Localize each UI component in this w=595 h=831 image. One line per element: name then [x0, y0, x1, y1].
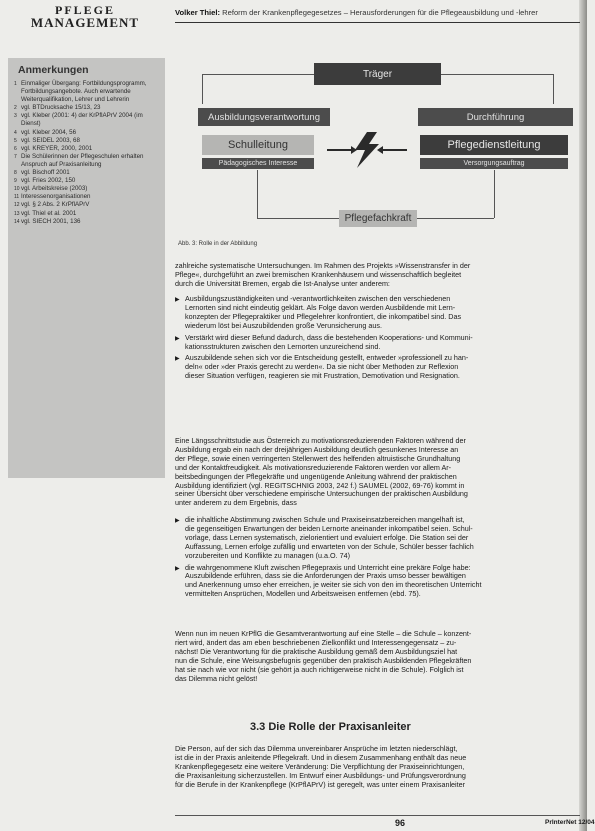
text-line: für die Berufe in der Krankenpflege (KrPflAPrV) ist geregelt, was unter einem Praxisanleiter [175, 779, 466, 789]
note-text: vgl. KREYER, 2000, 2001 [21, 144, 93, 152]
note-item [14, 218, 160, 226]
text-line: dieser Situation verfügen, reagieren sie mit Frustration, Demotivation und Resignation. [185, 371, 460, 381]
note-item [14, 137, 160, 145]
text-line: Lernorten sind nicht eindeutig geklärt. Als Folge davon werden Ausbildende mit Lern- [185, 302, 456, 312]
note-number: 6 [14, 145, 17, 152]
header-rule [175, 22, 580, 23]
note-item [14, 201, 160, 209]
text-line: Die Person, auf der sich das Dilemma unvereinbarer Ansprüche im letzten niederschlägt, [175, 744, 458, 753]
note-number: 8 [14, 170, 17, 177]
text-line: Verstärkt wird dieser Befund dadurch, dass die bestehenden Kooperations- und Kommuni- [185, 332, 473, 342]
connector-line [257, 218, 339, 219]
note-item [14, 80, 160, 104]
note-text: Einmaliger Übergang: Fortbildungsprogramm, Fortbildungsangebote. Auch erwartende Weiterqualifikation, Lehrer und Lehrerin [21, 80, 147, 104]
connector-line [202, 74, 203, 104]
connector-line [417, 218, 494, 219]
note-text: vgl. Kleber (2001: 4) der KrPflAPrV 2004 (im Dienst) [21, 112, 143, 128]
box-schulleitung: Schulleitung [202, 135, 314, 155]
text-line: Auszubildende erführen, dass sie die Anforderungen der Praxis umso besser bewältigen [185, 571, 466, 581]
text-line: das Dilemma nicht gelöst! [175, 673, 258, 683]
triangle-bullet-icon: ▶ [175, 335, 180, 342]
text-line: Eine Längsschnittstudie aus Österreich zu motivationsreduzierenden Faktoren während der [175, 436, 466, 445]
text-line: durch die Universität Bremen, ergab die Ist-Analyse unter anderem: [175, 278, 390, 288]
text-line: hat sie nach wie vor nicht (sie gehört ja auch richtigerweise nicht in die Schule). Folglich ist [175, 664, 464, 674]
figure-caption: Abb. 3: Rolle in der Abbildung [178, 241, 258, 247]
logo-line-1: PFLEGE [54, 3, 115, 17]
text-line: die Praxisanleitung sicherzustellen. Im Entwurf einer Ausbildungs- und Prüfungsverordnung [175, 770, 466, 780]
notes-list [14, 80, 160, 226]
note-number: 1 [14, 81, 17, 87]
paragraph-intro [175, 262, 580, 289]
note-item [14, 145, 160, 153]
connector-line [257, 170, 258, 218]
paragraph-study [175, 437, 580, 508]
text-line: kationsstrukturen zwischen den Lernorten unzureichend sind. [185, 341, 381, 351]
text-line: und der Kontaktfreudigkeit. Als motivationsreduzierende Faktoren werden vor allem Ar- [175, 462, 452, 472]
note-text: vgl. Kleber 2004, 56 [21, 128, 77, 136]
box-versorgungsauftrag: Versorgungsauftrag [420, 158, 568, 169]
note-number: 9 [14, 178, 17, 185]
text-line: Ausbildung ergab ein nach der dreijährigen Ausbildung deutlich gesunkenes Interesse an [175, 444, 459, 454]
text-line: Auszubildende sehen sich vor die Entscheidung gestellt, entweder »professionell zu han- [185, 353, 469, 363]
text-line: die gegenseitigen Erwartungen der beiden Lernorte aneinander inkompatibel seien. Schul- [185, 523, 473, 533]
text-line: und Anerkennung umso eher erreichen, je weiter sie sich von den im theoretischen Unterricht [185, 580, 482, 590]
note-text: vgl. BTDrucksache 15/13, 23 [21, 104, 101, 112]
text-line: Krankenpflegegesetz eine weitere Veränderung: Die Verpflichtung der Praxiseinrichtungen, [175, 761, 465, 771]
note-text: vgl. Bischoff 2001 [21, 169, 70, 177]
sidebar-title: Anmerkungen [18, 64, 89, 76]
text-line: der Pflege, sowie einen verringerten Stellenwert des helfenden altruistische Grundhaltung [175, 453, 461, 463]
box-pflegedienstleitung: Pflegedienstleitung [420, 135, 568, 155]
note-number: 13 [14, 210, 20, 217]
note-text: vgl. § 2 Abs. 2 KrPflAPrV [21, 201, 90, 209]
box-paedagogisches-interesse: Pädagogisches Interesse [202, 158, 314, 169]
text-line: Ausbildung identifiziert (vgl. REGITSCHNIG 2003, 242 f.) SAUMEL (2002, 69-76) kommt in [175, 480, 465, 490]
note-text: vgl. Thiel et al. 2001 [21, 209, 77, 217]
footer-rule [175, 815, 580, 816]
running-head-title: Reform der Krankenpflegegesetzes – Herausforderungen für die Pflegeausbildung und -lehrer [222, 8, 538, 17]
note-item [14, 129, 160, 137]
note-item [14, 104, 160, 112]
triangle-bullet-icon: ▶ [175, 356, 180, 363]
text-line: vermittelten Ansprüchen, Modellen und Arbeitsweisen entfernen (ebd. 75). [185, 589, 421, 599]
journal-logo [10, 4, 160, 38]
note-number: 2 [14, 105, 17, 112]
text-line: vorzubereiten und Konflikte zu managen (u.a.O. 74) [185, 550, 351, 560]
note-number: 12 [14, 202, 20, 209]
connector-line [441, 74, 553, 75]
text-line: Pflege«, durchgeführt an zwei bremischen Krankenhäusern und wissenschaftlich begleitet [175, 269, 462, 279]
connector-line [553, 74, 554, 104]
note-number: 14 [14, 218, 20, 225]
note-text: vgl. Arbeitskreise (2003) [21, 185, 88, 193]
text-line: beitsbedingungen der Pflegekräfte und ungenügende Anleitung während der praktischen [175, 471, 457, 481]
notes-sidebar [8, 58, 165, 478]
text-line: nächst! Die Verantwortung für die praktische Ausbildung gemäß dem Ausbildungsziel hat [175, 646, 458, 656]
triangle-bullet-icon: ▶ [175, 297, 180, 303]
note-text: Interessenorganisationen [21, 193, 91, 201]
text-line: Wenn nun im neuen KrPflG die Gesamtverantwortung auf eine Stelle – die Schule – konzent- [175, 629, 472, 638]
note-item [14, 193, 160, 201]
connector-line [494, 170, 495, 218]
note-item [14, 112, 160, 128]
note-text: vgl. Fries 2002, 150 [21, 177, 76, 185]
note-item [14, 169, 160, 177]
box-traeger: Träger [314, 63, 441, 85]
note-number: 7 [14, 153, 17, 160]
text-line: zahlreiche systematische Untersuchungen. Im Rahmen des Projekts »Wissenstransfer in der [175, 261, 471, 270]
text-line: die inhaltliche Abstimmung zwischen Schule und Praxiseinsatzbereichen mangelhaft ist, [185, 515, 465, 524]
box-ausbildungsverantwortung: Ausbildungsverantwortung [198, 108, 330, 126]
page-number: 96 [395, 818, 406, 828]
text-line: nun die Schule, eine Weisungsbefugnis gegenüber den praktisch Ausbildenden Pflegekräften [175, 655, 472, 665]
note-item [14, 210, 160, 218]
list-item [175, 354, 580, 381]
text-line: riert wird, ändert das am eben beschriebenen Zielkonflikt und Interessengegensatz – zu- [175, 637, 457, 647]
note-text: Die Schülerinnen der Pflegeschulen erhalten Anspruch auf Praxisanleitung [21, 152, 144, 168]
results-list [175, 516, 580, 602]
note-number: 10 [14, 186, 20, 193]
findings-list [175, 295, 580, 384]
note-item [14, 185, 160, 193]
paragraph-conclusion [175, 630, 580, 683]
note-number: 3 [14, 113, 17, 120]
note-number: 5 [14, 137, 17, 144]
text-line: vorlage, dass Lernen systematisch, zielorientiert und evaluiert erfolge. Die Station sei der [185, 532, 469, 542]
text-line: Ausbildungszuständigkeiten und -verantwortlichkeiten zwischen den verschiedenen [185, 294, 451, 303]
organisation-diagram [172, 58, 580, 253]
text-line: die wahrgenommene Kluft zwischen Pflegepraxis und Unterricht eine prekäre Folge habe: [185, 562, 471, 572]
note-text: vgl. SEIDEL 2003, 68 [21, 136, 80, 144]
note-number: 4 [14, 129, 17, 136]
note-item [14, 153, 160, 169]
list-item [175, 516, 580, 561]
box-pflegefachkraft: Pflegefachkraft [339, 210, 417, 227]
note-text: vgl. SIECH 2001, 136 [21, 217, 81, 225]
triangle-bullet-icon: ▶ [175, 518, 180, 524]
page-edge-shadow [579, 0, 587, 831]
running-head [175, 8, 580, 17]
text-line: ist die in der Praxis anleitende Pflegekraft. Und in diesem Zusammenhang enthält das neue [175, 752, 467, 762]
paragraph-praxisanleiter [175, 745, 580, 790]
text-line: unter anderem zu dem Ergebnis, dass [175, 498, 297, 508]
triangle-bullet-icon: ▶ [175, 565, 180, 572]
journal-issue: PrInterNet 12/04 [545, 819, 595, 826]
list-item [175, 564, 580, 600]
text-line: deln« oder »der Praxis gerecht zu werden«. Da sie nicht über Methoden zur Reflexion [185, 362, 459, 372]
list-item [175, 334, 580, 352]
note-item [14, 177, 160, 185]
logo-line-2: MANAGEMENT [30, 15, 140, 30]
connector-line [202, 74, 314, 75]
text-line: seiner Übersicht über verschiedene empirische Untersuchungen der praktischen Ausbildung [175, 489, 468, 499]
conflict-lightning-icon [317, 128, 417, 173]
text-line: konzepten der Pflegepraktiker und Pflegelehrer konfrontiert, die inkompatibel sind. Das [185, 311, 462, 321]
note-number: 11 [14, 194, 20, 201]
running-head-author: Volker Thiel: [175, 8, 221, 17]
list-item [175, 295, 580, 331]
text-line: Auffassung, Lernen erfolge zufällig und erwarteten von der Schule, Schüler besser fachlich [185, 541, 474, 551]
box-durchfuehrung: Durchführung [418, 108, 573, 126]
section-heading: 3.3 Die Rolle der Praxisanleiter [250, 721, 411, 733]
text-line: wiederum löst bei Auszubildenden große Verunsicherung aus. [185, 320, 382, 330]
